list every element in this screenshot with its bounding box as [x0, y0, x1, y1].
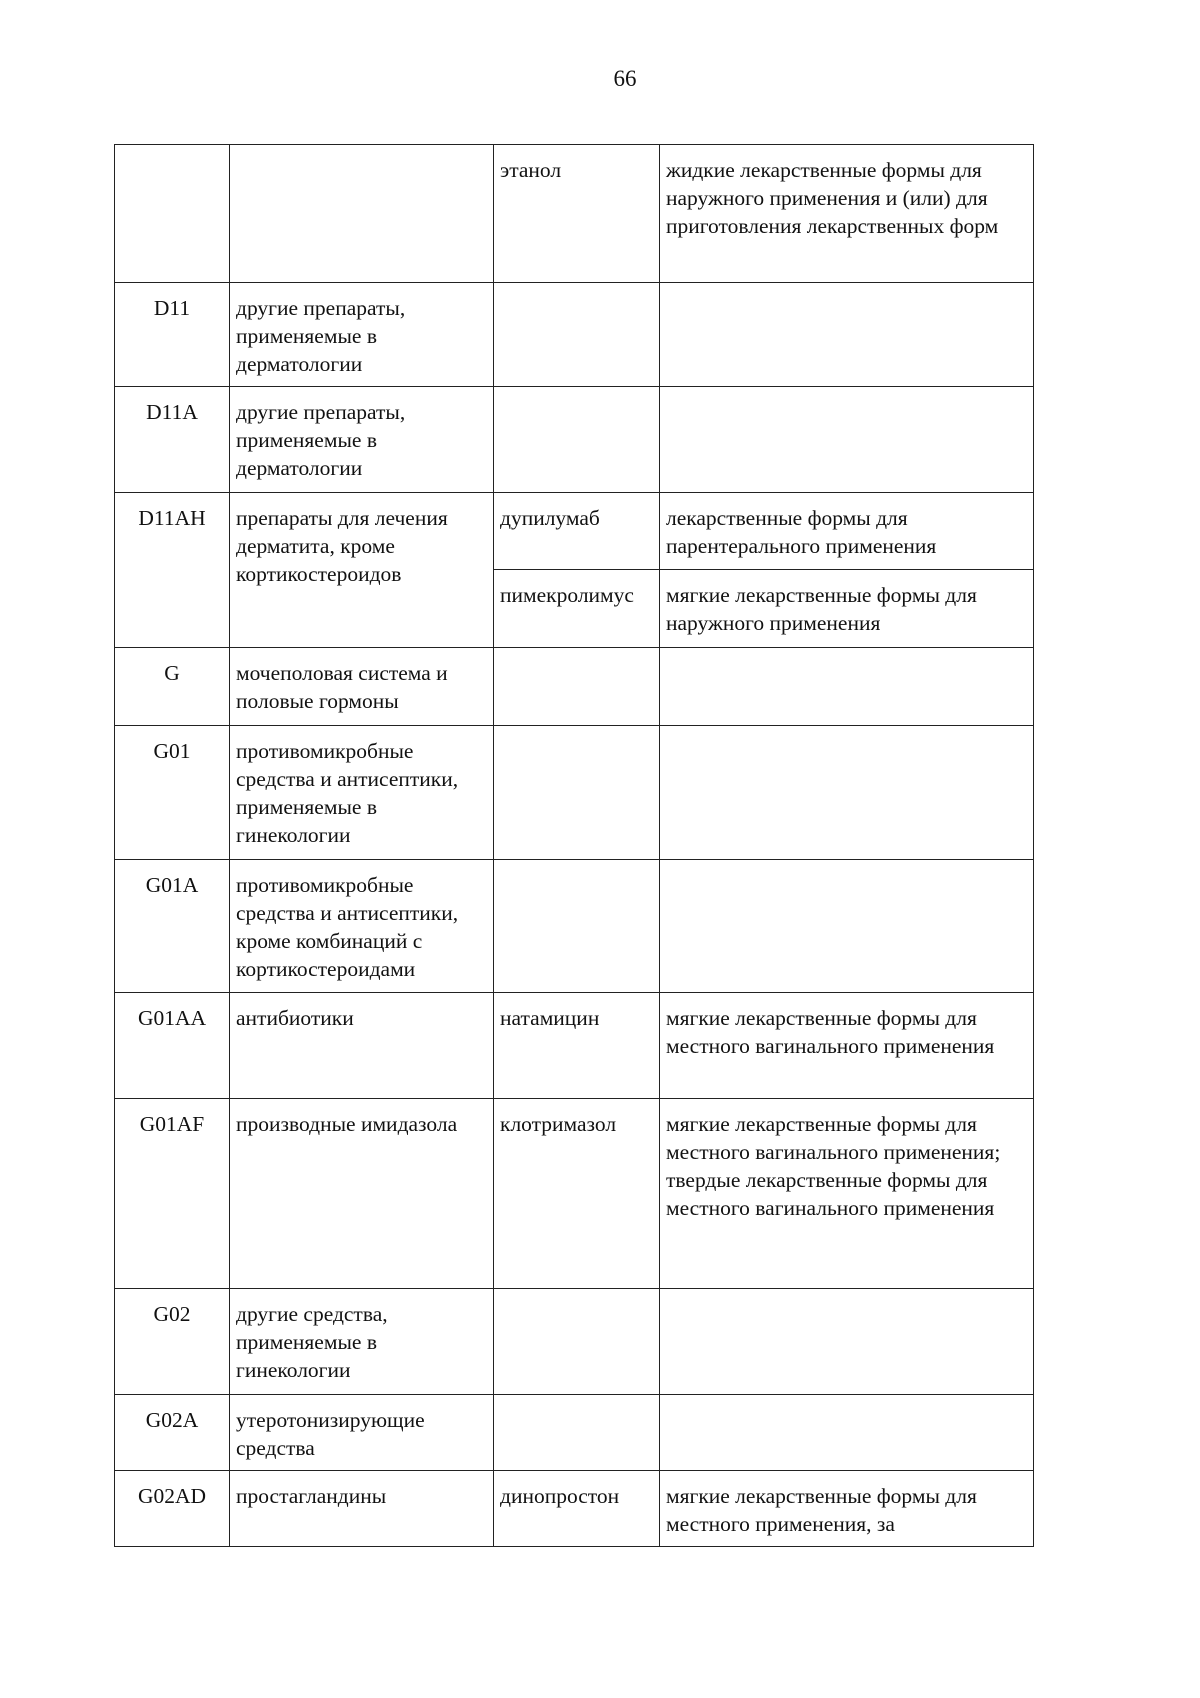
table-row	[115, 1471, 1034, 1547]
dosage-form-cell	[660, 387, 1034, 493]
drug-name-cell: клотримазол	[494, 1099, 660, 1289]
drug-name-cell: пимекролимус	[494, 570, 660, 648]
atc-code-cell: G01AF	[115, 1099, 230, 1289]
group-name-cell	[230, 145, 494, 283]
atc-code-cell: G01A	[115, 860, 230, 993]
table-row	[115, 648, 1034, 726]
drug-name-cell	[494, 726, 660, 860]
group-name-cell: утеротонизирующие средства	[230, 1395, 494, 1471]
dosage-form-line: мягкие лекарственные формы для местного вагинального применения;	[666, 1112, 1001, 1164]
group-name-cell: простагландины	[230, 1471, 494, 1547]
table-row	[115, 387, 1034, 493]
atc-code-cell: D11A	[115, 387, 230, 493]
dosage-form-cell	[660, 1289, 1034, 1395]
table-row	[115, 283, 1034, 387]
table-row	[115, 726, 1034, 860]
atc-code-cell: G01AA	[115, 993, 230, 1099]
table-row	[115, 1289, 1034, 1395]
drug-name-cell	[494, 1289, 660, 1395]
dosage-form-cell: лекарственные формы для парентерального применения	[660, 493, 1034, 570]
group-name-cell: антибиотики	[230, 993, 494, 1099]
atc-code-cell: D11	[115, 283, 230, 387]
drug-name-cell	[494, 860, 660, 993]
table-row	[115, 493, 1034, 570]
dosage-form-cell	[660, 283, 1034, 387]
dosage-form-cell	[660, 648, 1034, 726]
drug-name-cell	[494, 387, 660, 493]
dosage-form-cell	[660, 1099, 1034, 1289]
dosage-form-cell: мягкие лекарственные формы для местного вагинального применения	[660, 993, 1034, 1099]
drug-name-cell	[494, 283, 660, 387]
dosage-form-cell: жидкие лекарственные формы для наружного применения и (или) для приготовления лекарственных форм	[660, 145, 1034, 283]
atc-code-cell: G01	[115, 726, 230, 860]
group-name-cell: противомикробные средства и антисептики, кроме комбинаций с кортикостероидами	[230, 860, 494, 993]
dosage-form-line: твердые лекарственные формы для местного вагинального применения	[666, 1168, 995, 1220]
table-row	[115, 860, 1034, 993]
drug-name-cell: динопростон	[494, 1471, 660, 1547]
drug-table	[114, 144, 1034, 1547]
drug-name-cell	[494, 648, 660, 726]
group-name-cell: противомикробные средства и антисептики, применяемые в гинекологии	[230, 726, 494, 860]
drug-name-cell: дупилумаб	[494, 493, 660, 570]
group-name-cell: производные имидазола	[230, 1099, 494, 1289]
drug-name-cell: натамицин	[494, 993, 660, 1099]
atc-code-cell	[115, 145, 230, 283]
group-name-cell: мочеполовая система и половые гормоны	[230, 648, 494, 726]
table-row	[115, 1395, 1034, 1471]
table-row	[115, 145, 1034, 283]
dosage-form-cell	[660, 1395, 1034, 1471]
group-name-cell: другие средства, применяемые в гинекологии	[230, 1289, 494, 1395]
drug-name-cell: этанол	[494, 145, 660, 283]
dosage-form-cell	[660, 860, 1034, 993]
group-name-cell: другие препараты, применяемые в дерматологии	[230, 387, 494, 493]
atc-code-cell: G	[115, 648, 230, 726]
dosage-form-cell	[660, 726, 1034, 860]
table-row	[115, 993, 1034, 1099]
atc-code-cell: G02AD	[115, 1471, 230, 1547]
group-name-cell: препараты для лечения дерматита, кроме кортикостероидов	[230, 493, 494, 648]
table-row	[115, 1099, 1034, 1289]
atc-code-cell: G02	[115, 1289, 230, 1395]
drug-name-cell	[494, 1395, 660, 1471]
page-number: 66	[613, 66, 637, 91]
group-name-cell: другие препараты, применяемые в дерматологии	[230, 283, 494, 387]
dosage-form-cell: мягкие лекарственные формы для местного применения, за	[660, 1471, 1034, 1547]
atc-code-cell: D11AH	[115, 493, 230, 648]
dosage-form-cell: мягкие лекарственные формы для наружного применения	[660, 570, 1034, 648]
atc-code-cell: G02A	[115, 1395, 230, 1471]
